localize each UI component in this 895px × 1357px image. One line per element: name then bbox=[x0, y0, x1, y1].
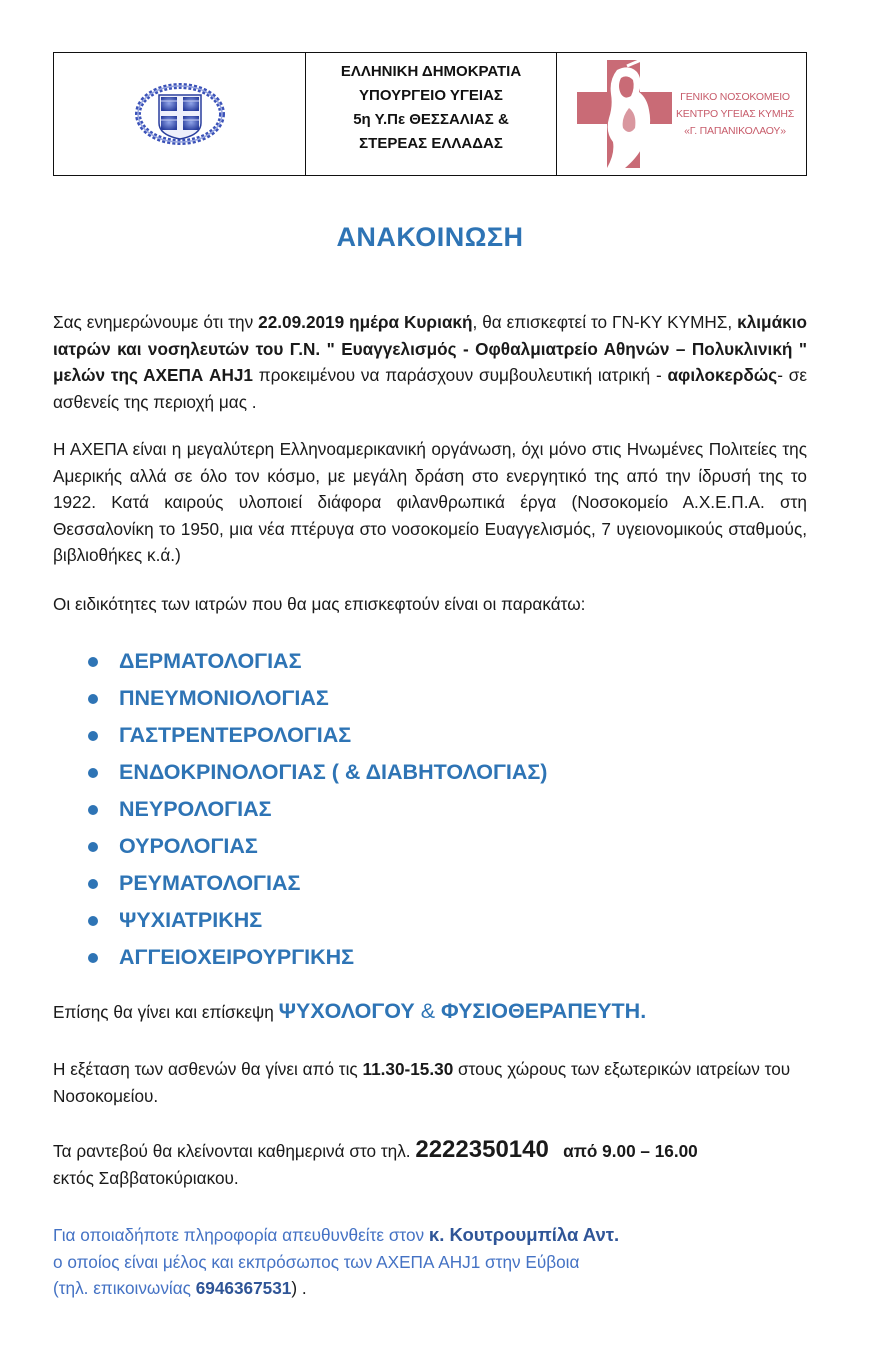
bullet-icon bbox=[88, 694, 98, 704]
intro-text: - σε ασθενείς της περιοχή μας . bbox=[53, 365, 807, 412]
specialty-label: ΕΝΔΟΚΡΙΝΟΛΟΓΙΑΣ ( & ΔΙΑΒΗΤΟΛΟΓΙΑΣ) bbox=[119, 760, 548, 784]
bullet-icon bbox=[88, 879, 98, 889]
contact-paragraph bbox=[53, 1222, 807, 1302]
appointments-text: Τα ραντεβού θα κλείνονται καθημερινά στο τηλ. bbox=[53, 1141, 416, 1161]
list-item bbox=[88, 902, 547, 939]
hospital-line: ΓΕΝΙΚΟ ΝΟΣΟΚΟΜΕΙΟ bbox=[680, 90, 790, 103]
ministry-cell bbox=[305, 53, 556, 175]
list-item bbox=[88, 754, 547, 791]
hospital-cell bbox=[556, 53, 806, 175]
list-item bbox=[88, 680, 547, 717]
contact-text: (τηλ. επικοινωνίας bbox=[53, 1278, 196, 1298]
exam-text: Η εξέταση των ασθενών θα γίνει από τις bbox=[53, 1059, 363, 1079]
bullet-icon bbox=[88, 842, 98, 852]
ministry-line: ΕΛΛΗΝΙΚΗ ΔΗΜΟΚΡΑΤΙΑ bbox=[340, 63, 522, 80]
specialty-label: ΟΥΡΟΛΟΓΙΑΣ bbox=[119, 834, 258, 858]
greek-coat-of-arms-icon bbox=[135, 83, 225, 145]
page-title: ΑΝΑΚΟΙΝΩΣΗ bbox=[336, 222, 524, 252]
ministry-line: ΥΠΟΥΡΓΕΙΟ ΥΓΕΙΑΣ bbox=[359, 87, 503, 104]
contact-name: κ. Κουτρουμπίλα Αντ. bbox=[428, 1224, 620, 1245]
specialty-label: ΨΥΧΙΑΤΡΙΚΗΣ bbox=[119, 908, 263, 932]
hospital-line: «Γ. ΠΑΠΑΝΙΚΟΛΑΟΥ» bbox=[684, 124, 786, 137]
visiting-team: κλιμάκιο ιατρών και νοσηλευτών του Γ.Ν. " Ευαγγελισμός - Οφθαλμιατρείο Αθηνών – Πολυκλινική " μελών της ΑΧΕΠΑ AHJ1 bbox=[53, 312, 807, 385]
ampersand: & bbox=[414, 999, 442, 1023]
hospital-logo bbox=[577, 58, 794, 170]
bullet-icon bbox=[88, 916, 98, 926]
specialty-label: ΠΝΕΥΜΟΝΙΟΛΟΓΙΑΣ bbox=[119, 686, 329, 710]
contact-text: ο οποίος είναι μέλος και εκπρόσωπος των ΑΧΕΠΑ AHJ1 στην Εύβοια bbox=[53, 1251, 580, 1272]
appointments-paragraph bbox=[53, 1137, 807, 1191]
list-item bbox=[88, 717, 547, 754]
specialties-list bbox=[88, 643, 547, 976]
list-item bbox=[88, 643, 547, 680]
ministry-line: 5η Υ.Πε ΘΕΣΣΑΛΙΑΣ & bbox=[353, 111, 509, 128]
also-visit-paragraph bbox=[53, 998, 807, 1026]
bullet-icon bbox=[88, 731, 98, 741]
list-item bbox=[88, 865, 547, 902]
contact-phone: 6946367531 bbox=[195, 1278, 292, 1298]
red-cross-portrait-icon bbox=[577, 58, 672, 170]
list-item bbox=[88, 939, 547, 976]
list-item bbox=[88, 791, 547, 828]
appointments-text: εκτός Σαββατοκύριακου. bbox=[53, 1167, 239, 1188]
also-text: Επίσης θα γίνει και επίσκεψη bbox=[53, 1002, 279, 1022]
free-of-charge: αφιλοκερδώς bbox=[667, 365, 778, 385]
intro-text: , θα επισκεφτεί το ΓΝ-ΚΥ ΚΥΜΗΣ, bbox=[472, 312, 738, 332]
specialty-label: ΑΓΓΕΙΟΧΕΙΡΟΥΡΓΙΚΗΣ bbox=[119, 945, 355, 969]
bullet-icon bbox=[88, 805, 98, 815]
emblem-cell bbox=[54, 53, 305, 175]
intro-paragraph bbox=[53, 309, 807, 415]
appointments-phone: 2222350140 bbox=[415, 1136, 549, 1163]
list-item bbox=[88, 828, 547, 865]
specialties-intro: Οι ειδικότητες των ιατρών που θα μας επισκεφτούν είναι οι παρακάτω: bbox=[53, 594, 586, 614]
physiotherapist-label: ΦΥΣΙΟΘΕΡΑΠΕΥΤΗ. bbox=[441, 999, 647, 1023]
exam-paragraph bbox=[53, 1056, 807, 1109]
about-paragraph: Η ΑΧΕΠΑ είναι η μεγαλύτερη Ελληνοαμερικανική οργάνωση, όχι μόνο στις Ηνωμένες Πολιτείες της Αμερικής αλλά σε όλο τον κόσμο, με μεγάλη δράση στο ενεργητικό της από την ίδρυσή της το 1922. Κατά καιρούς υλοποιεί διάφορα φιλανθρωπικά έργα (Νοσοκομείο Α.Χ.Ε.Π.Α. στη Θεσσαλονίκη το 1950, μια νέα πτέρυγα στο νοσοκομείο Ευαγγελισμός, 7 υγειονομικούς σταθμούς, βιβλιοθήκες κ.ά.) bbox=[53, 439, 807, 565]
header-table bbox=[53, 52, 807, 176]
specialty-label: ΝΕΥΡΟΛΟΓΙΑΣ bbox=[119, 797, 272, 821]
exam-hours: 11.30-15.30 bbox=[362, 1059, 454, 1079]
hospital-name bbox=[676, 89, 794, 140]
intro-text: Σας ενημερώνουμε ότι την bbox=[53, 312, 259, 332]
appointments-hours: από 9.00 – 16.00 bbox=[563, 1141, 698, 1161]
event-date: 22.09.2019 ημέρα Κυριακή bbox=[258, 312, 473, 332]
specialty-label: ΓΑΣΤΡΕΝΤΕΡΟΛΟΓΙΑΣ bbox=[119, 723, 352, 747]
specialty-label: ΔΕΡΜΑΤΟΛΟΓΙΑΣ bbox=[119, 649, 302, 673]
contact-text: Για οποιαδήποτε πληροφορία απευθυνθείτε στον bbox=[53, 1225, 429, 1245]
intro-text: προκειμένου να παράσχουν συμβουλευτική ιατρική - bbox=[252, 365, 668, 385]
bullet-icon bbox=[88, 953, 98, 963]
contact-text: ) . bbox=[291, 1278, 307, 1298]
bullet-icon bbox=[88, 768, 98, 778]
ministry-line: ΣΤΕΡΕΑΣ ΕΛΛΑΔΑΣ bbox=[359, 135, 503, 152]
bullet-icon bbox=[88, 657, 98, 667]
psychologist-label: ΨΥΧΟΛΟΓΟΥ bbox=[278, 999, 415, 1023]
exam-text: στους χώρους των εξωτερικών ιατρείων του Νοσοκομείου. bbox=[53, 1059, 791, 1106]
specialty-label: ΡΕΥΜΑΤΟΛΟΓΙΑΣ bbox=[119, 871, 301, 895]
hospital-line: ΚΕΝΤΡΟ ΥΓΕΙΑΣ ΚΥΜΗΣ bbox=[676, 107, 795, 120]
